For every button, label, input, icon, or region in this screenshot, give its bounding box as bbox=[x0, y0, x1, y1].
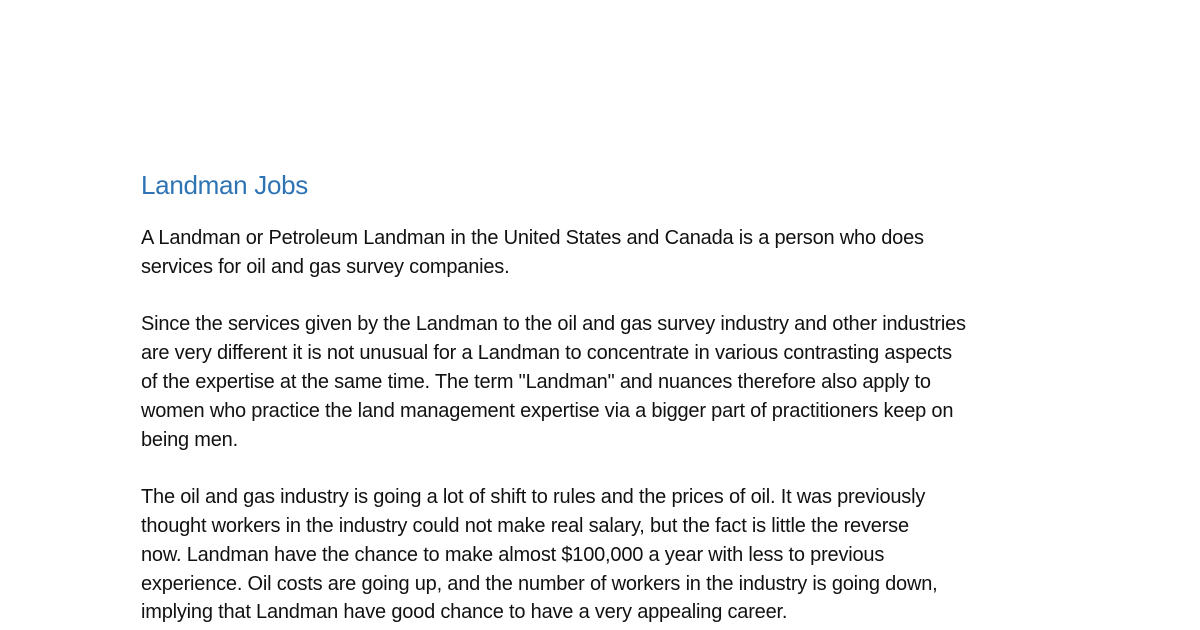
paragraph-line: now. Landman have the chance to make almost $100,000 a year with less to previous bbox=[141, 543, 885, 566]
paragraph-line: being men. bbox=[141, 428, 238, 451]
paragraph-line: thought workers in the industry could not make real salary, but the fact is little the reverse bbox=[141, 514, 909, 537]
paragraph-industry bbox=[141, 483, 1061, 627]
paragraph-line: A Landman or Petroleum Landman in the United States and Canada is a person who does bbox=[141, 227, 924, 249]
paragraph-intro bbox=[141, 224, 1061, 282]
paragraph-line: of the expertise at the same time. The term "Landman" and nuances therefore also apply to bbox=[141, 370, 931, 393]
paragraph-line: The oil and gas industry is going a lot of shift to rules and the prices of oil. It was previously bbox=[141, 486, 926, 509]
paragraph-line: services for oil and gas survey companies. bbox=[141, 255, 510, 278]
paragraph-line: experience. Oil costs are going up, and the number of workers in the industry is going down, bbox=[141, 572, 938, 595]
paragraph-line: Since the services given by the Landman to the oil and gas survey industry and other industries bbox=[141, 313, 966, 336]
paragraph-services bbox=[141, 310, 1061, 454]
paragraph-line: women who practice the land management expertise via a bigger part of practitioners keep on bbox=[141, 399, 954, 422]
paragraph-line: implying that Landman have good chance to have a very appealing career. bbox=[141, 601, 788, 624]
document-title: Landman Jobs bbox=[141, 170, 308, 200]
document-body bbox=[141, 166, 1061, 630]
paragraph-line: are very different it is not unusual for a Landman to concentrate in various contrasting aspects bbox=[141, 342, 952, 365]
